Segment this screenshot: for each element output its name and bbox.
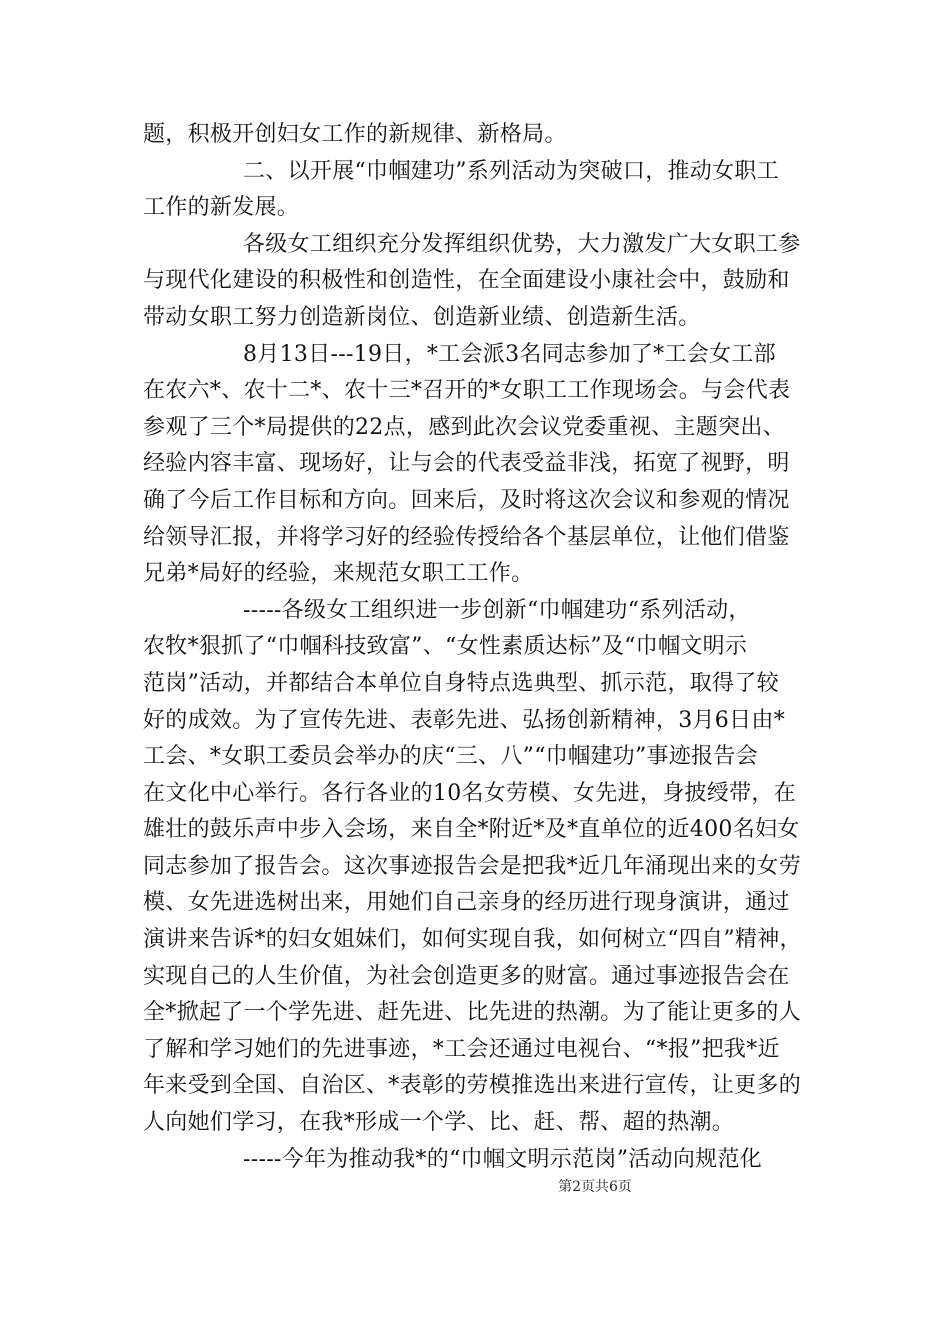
text-line: 全*掀起了一个学先进、赶先进、比先进的热潮。为了能让更多的人 [143,1000,802,1026]
text-line: 年来受到全国、自治区、*表彰的劳模推选出来进行宣传，让更多的 [143,1073,802,1099]
section-heading-line: 工作的新发展。 [143,195,300,221]
text-line: 农牧*狠抓了“巾帼科技致富”、“女性素质达标”及“巾帼文明示 [143,634,748,660]
text-line: -----各级女工组织进一步创新“巾帼建功“系列活动， [243,597,751,623]
text-line: 给领导汇报，并将学习好的经验传授给各个基层单位，让他们借鉴 [143,524,790,550]
text-line: -----今年为推动我*的“巾帼文明示范岗”活动向规范化 [243,1146,763,1172]
page-number-footer: 第2页共6页 [558,1179,632,1195]
text-line: 带动女职工努力创造新岗位、创造新业绩、创造新生活。 [143,304,701,330]
text-line: 工会、*女职工委员会举办的庆“三、八”“巾帼建功”事迹报告会 [143,744,758,770]
text-line: 参观了三个*局提供的22点，感到此次会议党委重视、主题突出、 [143,414,785,440]
text-line: 范岗”活动，并都结合本单位自身特点选典型、抓示范，取得了较 [143,670,779,696]
text-line: 兄弟*局好的经验，来规范女职工工作。 [143,561,534,587]
text-line: 雄壮的鼓乐声中步入会场，来自全*附近*及*直单位的近400名妇女 [143,817,800,843]
text-line: 模、女先进选树出来，用她们自己亲身的经历进行现身演讲，通过 [143,890,790,916]
text-line: 好的成效。为了宣传先进、表彰先进、弘扬创新精神，3月6日由* [143,707,785,733]
text-line: 题，积极开创妇女工作的新规律、新格局。 [143,122,567,147]
text-line: 实现自己的人生价值，为社会创造更多的财富。通过事迹报告会在 [143,963,790,989]
text-line: 各级女工组织充分发挥组织优势，大力激发广大女职工参 [243,231,801,257]
text-line: 确了今后工作目标和方向。回来后，及时将这次会议和参观的情况 [143,487,790,513]
text-line: 同志参加了报告会。这次事迹报告会是把我*近几年涌现出来的女劳 [143,853,802,879]
text-line: 8月13日---19日，*工会派3名同志参加了*工会女工部 [243,341,776,367]
text-line: 经验内容丰富、现场好，让与会的代表受益非浅，拓宽了视野，明 [143,451,790,477]
text-line: 演讲来告诉*的妇女姐妹们，如何实现自我，如何树立“四自”精神， [143,927,802,953]
section-heading-line: 二、以开展“巾帼建功”系列活动为突破口，推动女职工 [243,158,779,184]
text-line: 在农六*、农十二*、农十三*召开的*女职工工作现场会。与会代表 [143,378,791,404]
document-body [143,117,823,1178]
text-line: 了解和学习她们的先进事迹，*工会还通过电视台、“*报”把我*近 [143,1036,780,1062]
text-line: 人向她们学习，在我*形成一个学、比、赶、帮、超的热潮。 [143,1110,735,1136]
text-line: 与现代化建设的积极性和创造性，在全面建设小康社会中，鼓励和 [143,268,790,294]
text-line: 在文化中心举行。各行各业的10名女劳模、女先进，身披绶带，在 [143,780,796,806]
